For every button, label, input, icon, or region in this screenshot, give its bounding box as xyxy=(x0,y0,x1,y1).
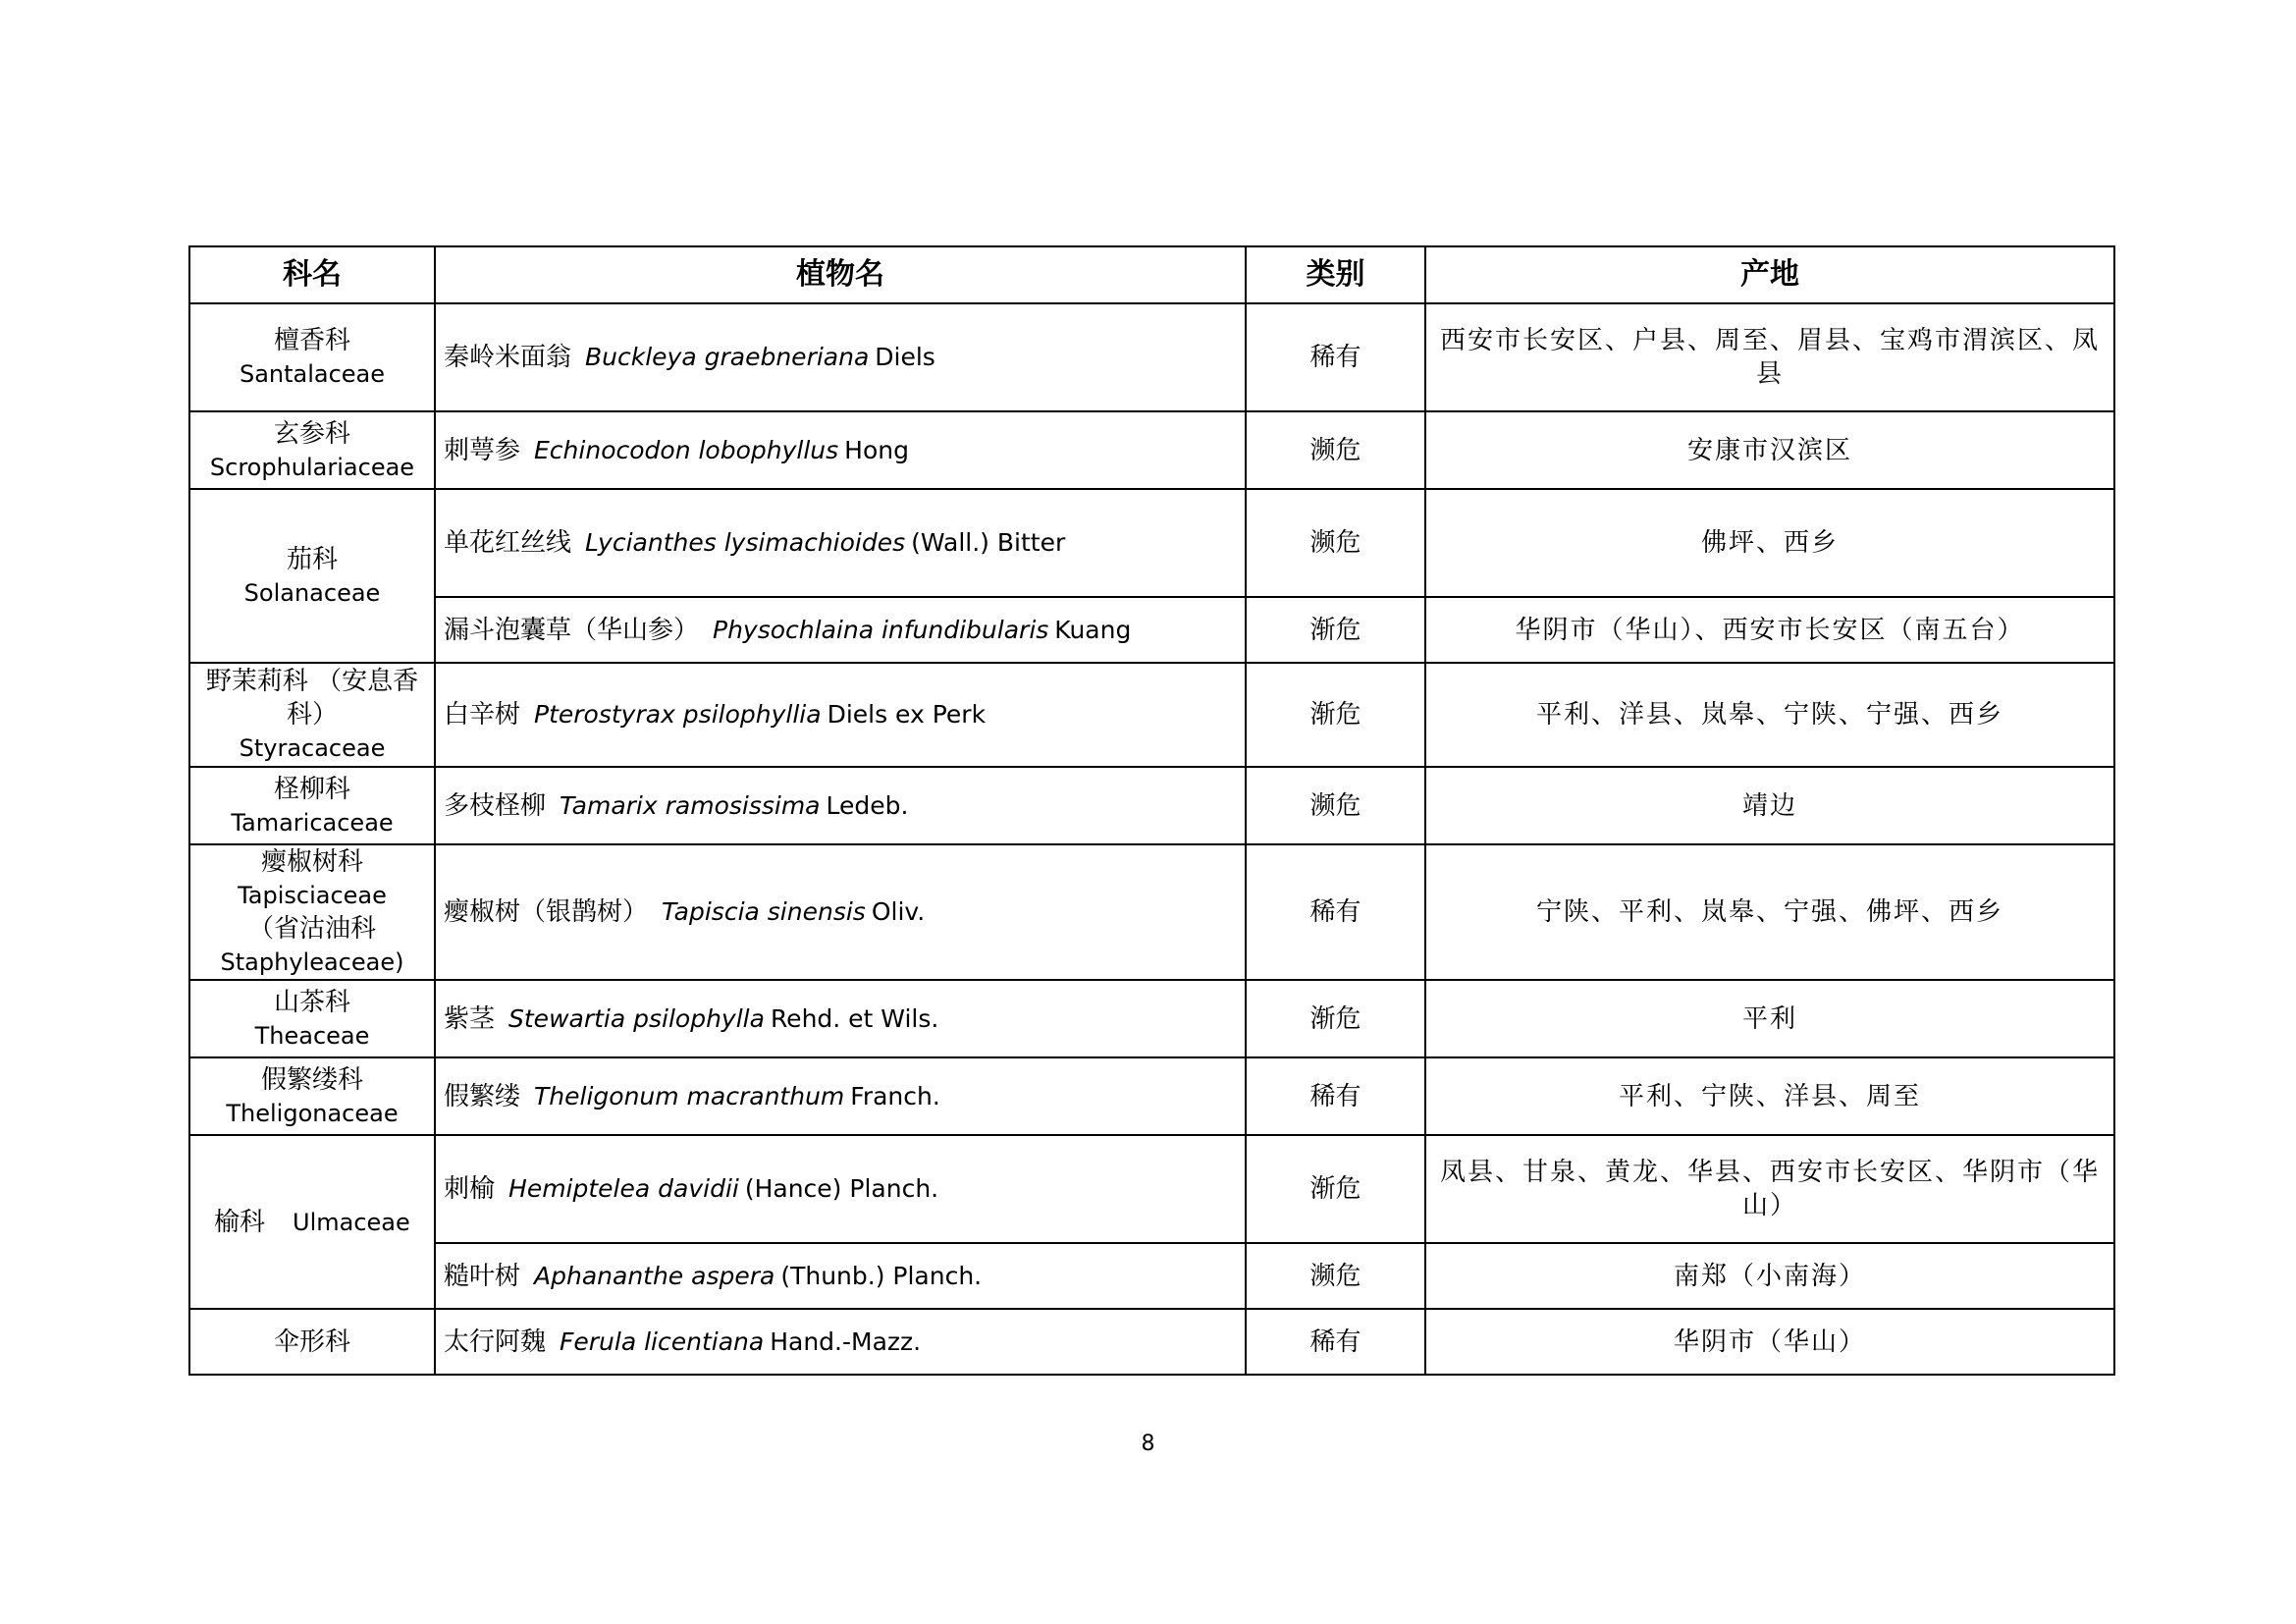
family-cell xyxy=(189,844,435,980)
origin-cell: 华阴市（华山）、西安市长安区（南五台） xyxy=(1425,597,2114,663)
origin-cell: 靖边 xyxy=(1425,767,2114,844)
family-latin: Ulmaceae xyxy=(293,1208,410,1236)
family-latin: Solanaceae xyxy=(243,578,381,607)
table-body xyxy=(189,303,2114,1375)
family-cell xyxy=(189,489,435,663)
family-cell xyxy=(189,767,435,844)
origin-cell: 南郑（小南海） xyxy=(1425,1243,2114,1309)
plant-cn: 白辛树 xyxy=(444,700,521,730)
plant-cell xyxy=(435,1309,1246,1375)
plant-author: (Wall.) Bitter xyxy=(911,528,1066,557)
plant-author: Rehd. et Wils. xyxy=(770,1003,939,1033)
plant-cn: 紫茎 xyxy=(444,1003,496,1034)
species-table xyxy=(188,245,2115,1376)
plant-cell xyxy=(435,980,1246,1057)
family-cn: 玄参科 xyxy=(273,418,350,449)
origin-cell: 佛坪、西乡 xyxy=(1425,489,2114,597)
plant-scientific: Hemiptelea davidii xyxy=(508,1174,739,1203)
plant-cell xyxy=(435,303,1246,411)
plant-scientific: Physochlaina infundibularis xyxy=(713,615,1049,644)
plant-author: Kuang xyxy=(1054,615,1132,644)
origin-cell: 安康市汉滨区 xyxy=(1425,411,2114,489)
family-cn: 野茉莉科 （安息香科） xyxy=(205,667,419,730)
header-row xyxy=(189,246,2114,303)
family-latin: Theaceae xyxy=(254,1021,370,1050)
origin-cell: 凤县、甘泉、黄龙、华县、西安市长安区、华阴市（华山） xyxy=(1425,1135,2114,1243)
table-row xyxy=(189,844,2114,980)
category-cell: 濒危 xyxy=(1246,489,1425,597)
plant-author: (Thunb.) Planch. xyxy=(780,1261,983,1290)
plant-cell xyxy=(435,844,1246,980)
plant-scientific: Stewartia psilophylla xyxy=(508,1003,765,1033)
plant-scientific: Aphananthe aspera xyxy=(534,1261,775,1290)
plant-cn: 太行阿魏 xyxy=(444,1326,547,1357)
family-cell xyxy=(189,1057,435,1135)
plant-cn: 漏斗泡囊草（华山参） xyxy=(444,615,700,645)
plant-cell xyxy=(435,1057,1246,1135)
plant-author: Diels ex Perk xyxy=(827,700,987,729)
family-cell xyxy=(189,980,435,1057)
family-cell xyxy=(189,663,435,767)
plant-cell xyxy=(435,1135,1246,1243)
family-cn: 柽柳科 xyxy=(273,774,350,804)
family-cell xyxy=(189,1309,435,1375)
page-number: 8 xyxy=(1141,1432,1155,1456)
family-cn: 榆科 xyxy=(214,1207,266,1237)
header-origin: 产地 xyxy=(1425,246,2114,303)
plant-scientific: Buckleya graebneriana xyxy=(585,343,870,371)
origin-cell: 平利 xyxy=(1425,980,2114,1057)
plant-scientific: Theligonum macranthum xyxy=(534,1081,845,1110)
plant-cn: 单花红丝线 xyxy=(444,528,572,558)
table-row xyxy=(189,1243,2114,1309)
plant-cell xyxy=(435,1243,1246,1309)
header-category: 类别 xyxy=(1246,246,1425,303)
origin-cell: 华阴市（华山） xyxy=(1425,1309,2114,1375)
plant-scientific: Echinocodon lobophyllus xyxy=(534,435,839,464)
plant-cn: 多枝柽柳 xyxy=(444,790,547,821)
plant-cn: 假繁缕 xyxy=(444,1081,521,1111)
plant-scientific: Pterostyrax psilophyllia xyxy=(534,700,822,729)
plant-scientific: Ferula licentiana xyxy=(560,1326,765,1356)
plant-cn: 瘿椒树（银鹊树） xyxy=(444,897,649,927)
plant-author: (Hance) Planch. xyxy=(744,1174,939,1203)
category-cell: 渐危 xyxy=(1246,980,1425,1057)
plant-cell xyxy=(435,489,1246,597)
family-cn: 山茶科 xyxy=(273,987,350,1017)
family-cn: 假繁缕科 xyxy=(260,1064,363,1095)
family-cn: 茄科 xyxy=(286,544,338,574)
origin-cell: 西安市长安区、户县、周至、眉县、宝鸡市渭滨区、凤县 xyxy=(1425,303,2114,411)
category-cell: 稀有 xyxy=(1246,1309,1425,1375)
plant-author: Diels xyxy=(875,343,935,371)
plant-cn: 糙叶树 xyxy=(444,1261,521,1291)
category-cell: 濒危 xyxy=(1246,767,1425,844)
plant-cell xyxy=(435,411,1246,489)
plant-cell xyxy=(435,767,1246,844)
header-plant: 植物名 xyxy=(435,246,1246,303)
plant-cn: 秦岭米面翁 xyxy=(444,343,572,372)
table-row xyxy=(189,411,2114,489)
plant-scientific: Tapiscia sinensis xyxy=(662,897,866,926)
plant-cn: 刺榆 xyxy=(444,1174,496,1204)
family-cell xyxy=(189,411,435,489)
plant-author: Ledeb. xyxy=(826,790,909,820)
category-cell: 濒危 xyxy=(1246,411,1425,489)
category-cell: 渐危 xyxy=(1246,597,1425,663)
category-cell: 稀有 xyxy=(1246,303,1425,411)
family-cn-alt: （省沽油科 xyxy=(247,914,376,944)
family-latin-alt: Staphyleaceae) xyxy=(220,948,404,976)
origin-cell: 平利、宁陕、洋县、周至 xyxy=(1425,1057,2114,1135)
family-cn: 檀香科 xyxy=(273,326,350,355)
family-latin: Theligonaceae xyxy=(226,1099,399,1127)
table-row xyxy=(189,980,2114,1057)
family-latin: Scrophulariaceae xyxy=(209,453,415,481)
table-row xyxy=(189,303,2114,411)
family-latin: Santalaceae xyxy=(239,360,386,388)
family-latin: Tamaricaceae xyxy=(231,808,394,837)
category-cell: 稀有 xyxy=(1246,844,1425,980)
table-row xyxy=(189,1309,2114,1375)
category-cell: 濒危 xyxy=(1246,1243,1425,1309)
plant-author: Hong xyxy=(844,435,909,464)
plant-cell xyxy=(435,663,1246,767)
table-row xyxy=(189,489,2114,597)
origin-cell: 宁陕、平利、岚皋、宁强、佛坪、西乡 xyxy=(1425,844,2114,980)
table-row xyxy=(189,663,2114,767)
category-cell: 渐危 xyxy=(1246,1135,1425,1243)
table-row xyxy=(189,1057,2114,1135)
category-cell: 渐危 xyxy=(1246,663,1425,767)
family-cell xyxy=(189,303,435,411)
plant-cell xyxy=(435,597,1246,663)
header-family: 科名 xyxy=(189,246,435,303)
table-header xyxy=(189,246,2114,303)
family-cell xyxy=(189,1135,435,1309)
plant-cn: 刺萼参 xyxy=(444,435,521,465)
table-row xyxy=(189,1135,2114,1243)
category-cell: 稀有 xyxy=(1246,1057,1425,1135)
family-latin: Tapisciaceae xyxy=(238,882,387,909)
table-row xyxy=(189,597,2114,663)
plant-author: Oliv. xyxy=(871,897,926,926)
plant-scientific: Lycianthes lysimachioides xyxy=(585,528,906,557)
table-row xyxy=(189,767,2114,844)
plant-author: Franch. xyxy=(850,1081,940,1110)
family-cn: 瘿椒树科 xyxy=(260,847,363,877)
family-cn: 伞形科 xyxy=(273,1326,350,1357)
family-latin: Styracaceae xyxy=(239,734,386,762)
plant-scientific: Tamarix ramosissima xyxy=(560,790,821,820)
plant-author: Hand.-Mazz. xyxy=(770,1326,922,1356)
origin-cell: 平利、洋县、岚皋、宁陕、宁强、西乡 xyxy=(1425,663,2114,767)
